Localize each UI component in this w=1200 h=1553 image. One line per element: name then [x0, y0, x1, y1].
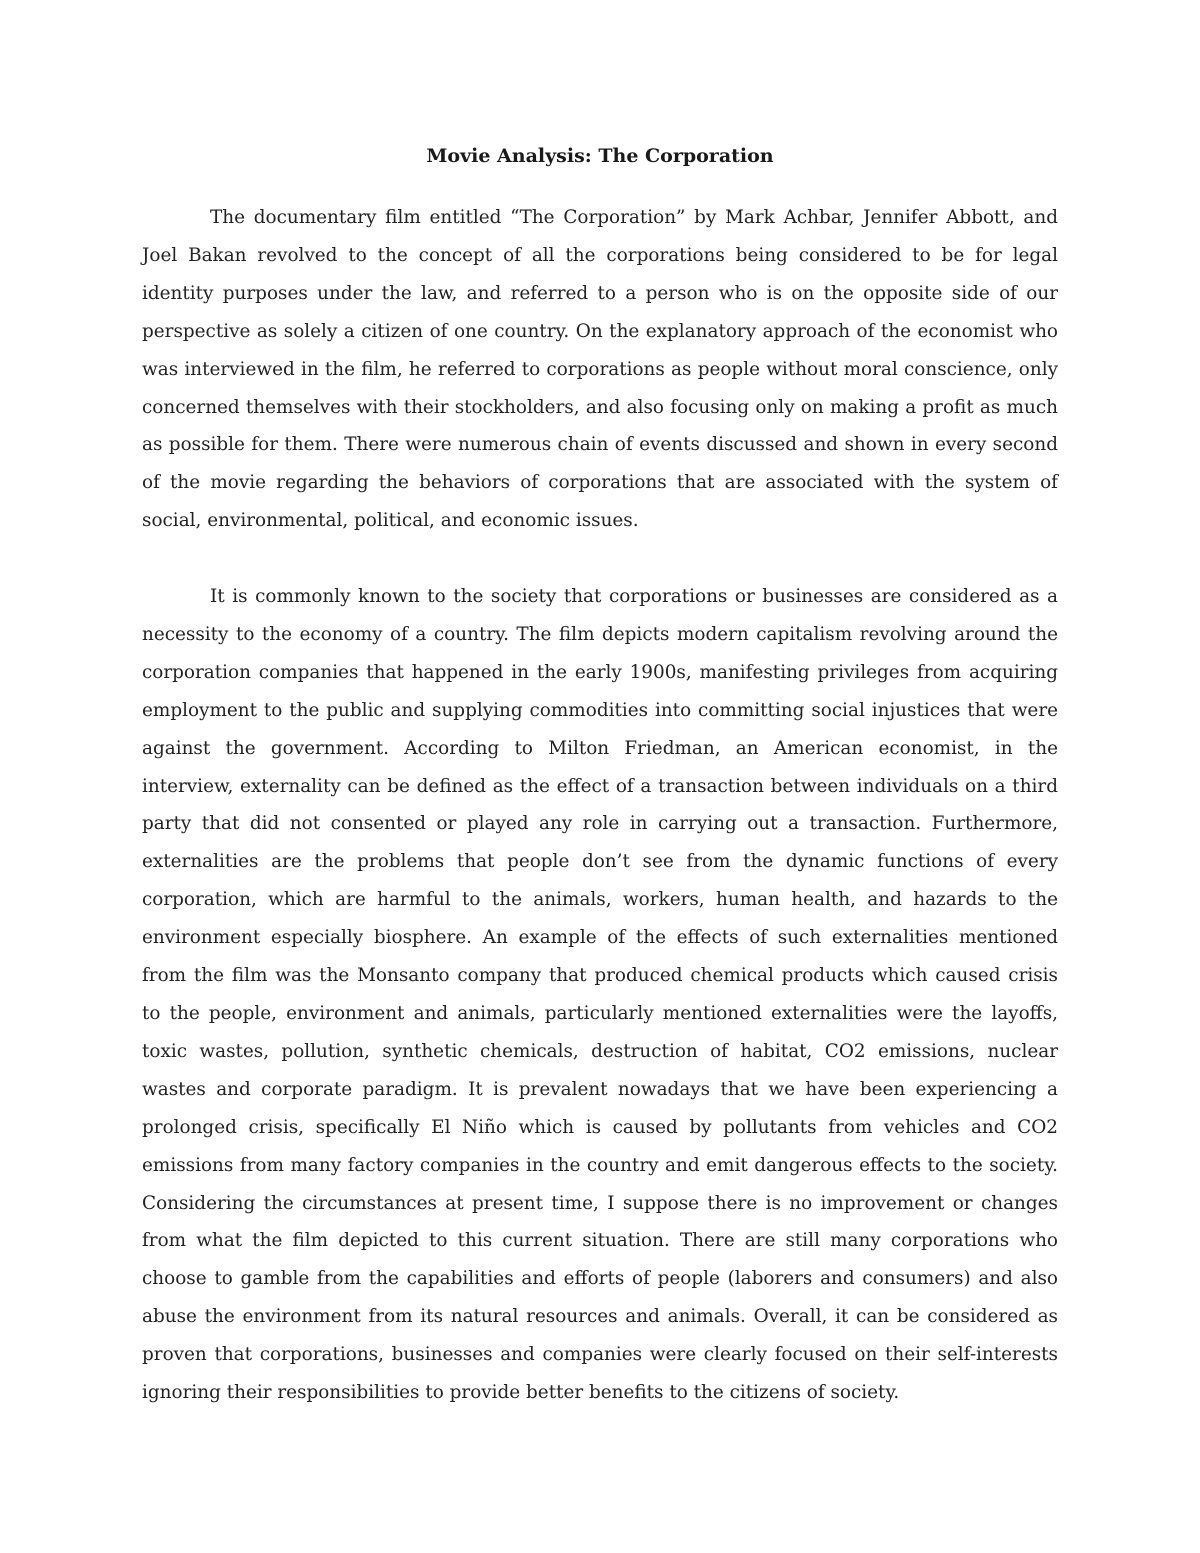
paragraph-line: to the people, environment and animals, particularly mentioned externalities were the layoffs, — [142, 1002, 1058, 1024]
paragraph-line: Considering the circumstances at present time, I suppose there is no improvement or changes — [142, 1192, 1058, 1214]
paragraph-line: prolonged crisis, specifically El Niño which is caused by pollutants from vehicles and CO2 — [142, 1116, 1058, 1138]
paragraph-line: corporation companies that happened in the early 1900s, manifesting privileges from acquiring — [142, 661, 1058, 683]
paragraph-line: from what the film depicted to this current situation. There are still many corporations who — [142, 1230, 1058, 1252]
paragraph-line: It is commonly known to the society that corporations or businesses are considered as a — [210, 586, 1058, 607]
paragraph-line: Joel Bakan revolved to the concept of all the corporations being considered to be for legal — [142, 244, 1058, 266]
paragraph-line: ignoring their responsibilities to provide better benefits to the citizens of society. — [142, 1382, 900, 1404]
paragraph-line: from the film was the Monsanto company that produced chemical products which caused crisis — [142, 965, 1058, 987]
paragraph-line: interview, externality can be defined as the effect of a transaction between individuals on a third — [142, 775, 1058, 797]
paragraph-line: against the government. According to Milton Friedman, an American economist, in the — [142, 737, 1058, 759]
document-title: Movie Analysis: The Corporation — [426, 145, 774, 167]
paragraph-line: corporation, which are harmful to the animals, workers, human health, and hazards to the — [142, 889, 1058, 911]
paragraph-line: was interviewed in the film, he referred to corporations as people without moral conscience, only — [142, 358, 1058, 380]
paragraph-line: wastes and corporate paradigm. It is prevalent nowadays that we have been experiencing a — [142, 1078, 1058, 1100]
paragraph-line: externalities are the problems that people don’t see from the dynamic functions of every — [142, 851, 1058, 873]
paragraph-line: abuse the environment from its natural resources and animals. Overall, it can be considered as — [142, 1306, 1058, 1328]
paragraph-line: identity purposes under the law, and referred to a person who is on the opposite side of our — [142, 282, 1058, 304]
paragraph-line: environment especially biosphere. An example of the effects of such externalities mentioned — [142, 927, 1058, 949]
paragraph-line: emissions from many factory companies in the country and emit dangerous effects to the society. — [142, 1154, 1058, 1176]
paragraph-line: social, environmental, political, and economic issues. — [142, 510, 639, 532]
paragraph-2 — [142, 578, 1058, 1412]
paragraph-line: employment to the public and supplying commodities into committing social injustices that were — [142, 699, 1058, 721]
paragraph-line: perspective as solely a citizen of one country. On the explanatory approach of the economist who — [142, 320, 1058, 342]
paragraph-line: proven that corporations, businesses and companies were clearly focused on their self-interests — [142, 1344, 1058, 1366]
paragraph-line: of the movie regarding the behaviors of corporations that are associated with the system of — [142, 472, 1058, 494]
paragraph-line: The documentary film entitled “The Corporation” by Mark Achbar, Jennifer Abbott, and — [210, 207, 1058, 228]
paragraph-line: as possible for them. There were numerous chain of events discussed and shown in every second — [142, 434, 1058, 456]
paragraph-line: party that did not consented or played any role in carrying out a transaction. Furthermore, — [142, 813, 1058, 835]
paragraph-line: necessity to the economy of a country. The film depicts modern capitalism revolving around the — [142, 623, 1058, 645]
paragraph-line: toxic wastes, pollution, synthetic chemicals, destruction of habitat, CO2 emissions, nuclear — [142, 1040, 1058, 1062]
paragraph-line: concerned themselves with their stockholders, and also focusing only on making a profit as much — [142, 396, 1058, 418]
paragraph-1 — [142, 199, 1058, 540]
paragraph-line: choose to gamble from the capabilities and efforts of people (laborers and consumers) and also — [142, 1268, 1058, 1290]
